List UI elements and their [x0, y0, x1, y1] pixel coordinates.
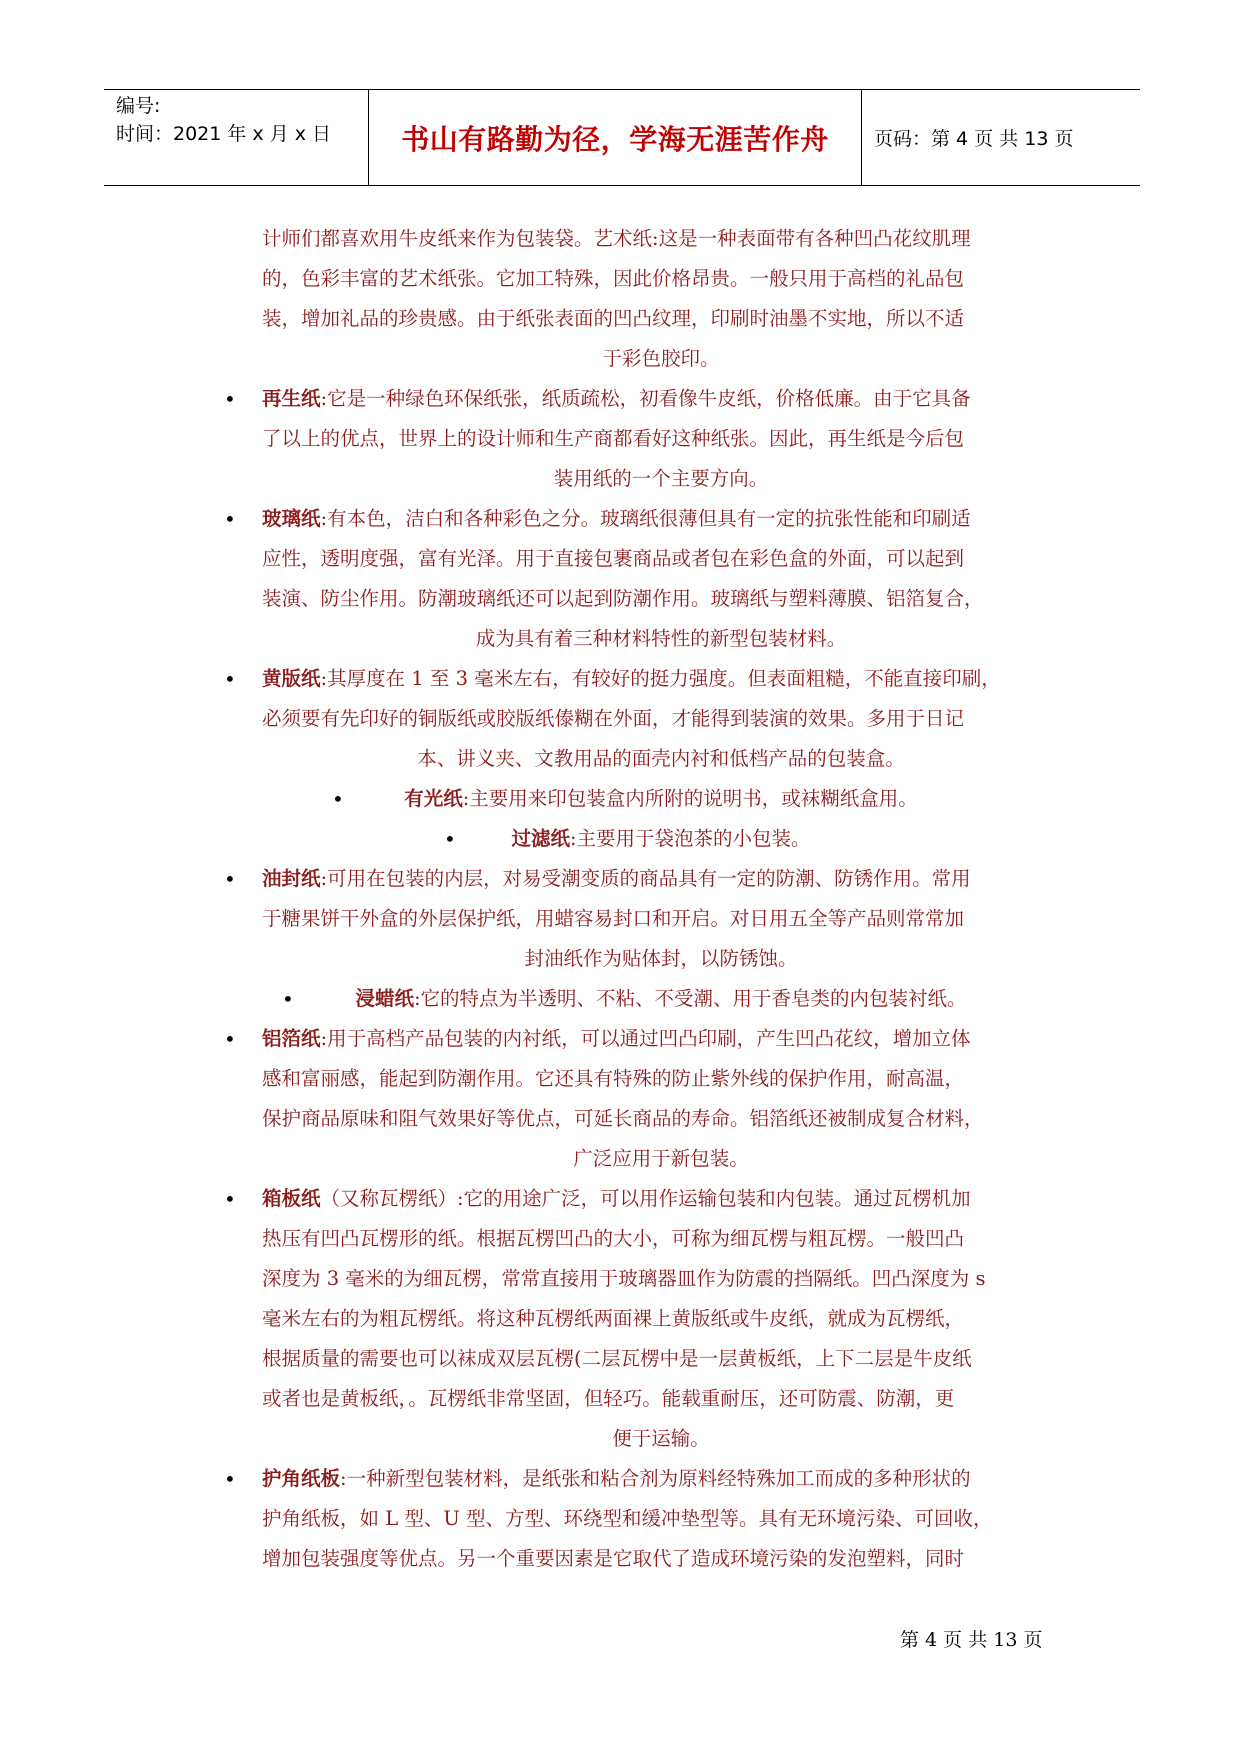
list-item-recycled-paper — [262, 379, 1060, 419]
header-motto: 书山有路勤为径，学海无涯苦作舟 — [401, 122, 829, 156]
page-footer: 第 4 页 共 13 页 — [900, 1629, 1043, 1651]
header-page-label: 页码：第 4 页 共 13 页 — [874, 128, 1074, 150]
item-text-line: 广泛应用于新包装。 — [573, 1147, 749, 1170]
item-term: 箱板纸 — [262, 1187, 321, 1210]
item-text-line: 便于运输。 — [612, 1427, 710, 1450]
list-item-oil-seal-paper — [262, 859, 1060, 899]
list-item-filter-paper — [262, 819, 1060, 859]
header-meta — [104, 90, 369, 185]
item-text-line: 热压有凹凸瓦楞形的纸。根据瓦楞凹凸的大小，可称为细瓦楞与粗瓦楞。一般凹凸 — [262, 1227, 965, 1250]
item-text: :它的特点为半透明、不粘、不受潮、用于香皂类的内包装衬纸。 — [413, 987, 967, 1010]
item-text: :它是一种绿色环保纸张，纸质疏松，初看像牛皮纸，价格低廉。由于它具备 — [320, 387, 971, 410]
item-text-line: 于糖果饼干外盒的外层保护纸，用蜡容易封口和开启。对日用五全等产品则常常加 — [262, 907, 965, 930]
item-text: :用于高档产品包装的内衬纸，可以通过凹凸印刷，产生凹凸花纹，增加立体 — [320, 1027, 971, 1050]
item-text-line: 了以上的优点，世界上的设计师和生产商都看好这种纸张。因此，再生纸是今后包 — [262, 427, 965, 450]
item-term: 过滤纸 — [511, 827, 570, 850]
header-motto-cell — [369, 90, 862, 185]
item-text: :主要用于袋泡茶的小包装。 — [569, 827, 811, 850]
intro-line: 装，增加礼品的珍贵感。由于纸张表面的凹凸纹理，印刷时油墨不实地，所以不适 — [262, 307, 965, 330]
document-time-label: 时间：2021 年 x 月 x 日 — [116, 123, 332, 145]
list-item-cellophane — [262, 499, 1060, 539]
item-text-line: 保护商品原味和阻气效果好等优点，可延长商品的寿命。铝箔纸还被制成复合材料， — [262, 1107, 984, 1130]
item-text-line: 毫米左右的为粗瓦楞纸。将这种瓦楞纸两面裸上黄版纸或牛皮纸，就成为瓦楞纸， — [262, 1307, 965, 1330]
item-term: 浸蜡纸 — [355, 987, 414, 1010]
item-text: :一种新型包装材料，是纸张和粘合剂为原料经特殊加工而成的多种形状的 — [340, 1467, 971, 1490]
intro-line: 的，色彩丰富的艺术纸张。它加工特殊，因此价格昂贵。一般只用于高档的礼品包 — [262, 267, 965, 290]
item-text-line: 本、讲义夹、文教用品的面壳内衬和低档产品的包装盒。 — [417, 747, 905, 770]
list-item-corner-board — [262, 1459, 1060, 1499]
item-term: 铝箔纸 — [262, 1027, 321, 1050]
list-item-yellow-board — [262, 659, 1060, 699]
header-page-cell — [862, 90, 1140, 185]
document-header — [104, 89, 1140, 186]
item-term: 护角纸板 — [262, 1467, 341, 1490]
item-text: :主要用来印包装盒内所附的说明书，或袜糊纸盒用。 — [462, 787, 918, 810]
item-text-line: 装演、防尘作用。防潮玻璃纸还可以起到防潮作用。玻璃纸与塑料薄膜、铝箔复合， — [262, 587, 984, 610]
document-body — [262, 219, 1060, 1579]
item-term: 有光纸 — [404, 787, 463, 810]
item-text-line: 感和富丽感，能起到防潮作用。它还具有特殊的防止紫外线的保护作用，耐高温， — [262, 1067, 965, 1090]
item-text: :其厚度在 1 至 3 毫米左右，有较好的挺力强度。但表面粗糙，不能直接印刷， — [320, 667, 1001, 690]
item-text: （又称瓦楞纸）:它的用途广泛，可以用作运输包装和内包装。通过瓦楞机加 — [320, 1187, 971, 1210]
item-text: :有本色，洁白和各种彩色之分。玻璃纸很薄但具有一定的抗张性能和印刷适 — [320, 507, 971, 530]
item-text-line: 成为具有着三种材料特性的新型包装材料。 — [475, 627, 847, 650]
list-item-glossy-paper — [262, 779, 1060, 819]
item-text-line: 深度为 3 毫米的为细瓦楞，常常直接用于玻璃器皿作为防震的挡隔纸。凹凸深度为 s — [262, 1267, 986, 1290]
item-term: 再生纸 — [262, 387, 321, 410]
item-text-line: 根据质量的需要也可以袜成双层瓦楞(二层瓦楞中是一层黄板纸，上下二层是牛皮纸 — [262, 1347, 972, 1370]
item-text-line: 或者也是黄板纸，。瓦楞纸非常坚固，但轻巧。能载重耐压，还可防震、防潮，更 — [262, 1387, 955, 1410]
list-item-wax-paper — [262, 979, 1060, 1019]
item-term: 油封纸 — [262, 867, 321, 890]
intro-line: 计师们都喜欢用牛皮纸来作为包装袋。艺术纸:这是一种表面带有各种凹凸花纹肌理 — [262, 227, 971, 250]
item-term: 黄版纸 — [262, 667, 321, 690]
list-item-corrugated-board — [262, 1179, 1060, 1219]
item-text-line: 必须要有先印好的铜版纸或胶版纸傣糊在外面，才能得到装演的效果。多用于日记 — [262, 707, 965, 730]
document-number-label: 编号: — [116, 95, 161, 117]
list-item-foil-paper — [262, 1019, 1060, 1059]
item-text-line: 护角纸板，如 L 型、U 型、方型、环绕型和缓冲垫型等。具有无环境污染、可回收， — [262, 1507, 993, 1530]
item-term: 玻璃纸 — [262, 507, 321, 530]
item-text-line: 应性，透明度强，富有光泽。用于直接包裹商品或者包在彩色盒的外面，可以起到 — [262, 547, 965, 570]
item-text: :可用在包装的内层，对易受潮变质的商品具有一定的防潮、防锈作用。常用 — [320, 867, 971, 890]
intro-line: 于彩色胶印。 — [602, 347, 720, 370]
item-text-line: 封油纸作为贴体封，以防锈蚀。 — [524, 947, 798, 970]
item-text-line: 增加包装强度等优点。另一个重要因素是它取代了造成环境污染的发泡塑料，同时 — [262, 1547, 965, 1570]
item-text-line: 装用纸的一个主要方向。 — [553, 467, 769, 490]
